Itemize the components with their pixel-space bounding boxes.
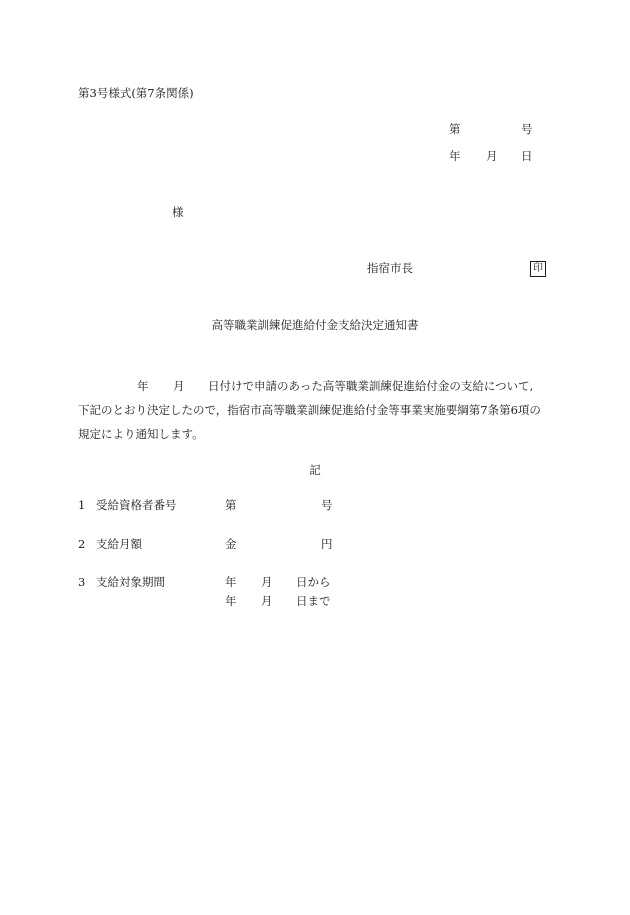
- issue-date-day: 日: [521, 149, 533, 163]
- period-to-month: 月: [261, 594, 273, 608]
- ki-heading: 記: [309, 463, 321, 477]
- seal-mark: 印: [530, 261, 546, 277]
- item-number: 2: [78, 537, 86, 551]
- body-line-1: [0, 381, 630, 395]
- monthly-amount-suffix: 円: [321, 537, 333, 551]
- period-from-month: 月: [261, 575, 273, 589]
- period-from-day: 日から: [296, 575, 331, 589]
- period-from-year: 年: [225, 575, 237, 589]
- body-line-1-text: 日付けで申請のあった高等職業訓練促進給付金の支給について,: [208, 379, 534, 393]
- item-number: 1: [78, 498, 86, 512]
- period-to-day: 日まで: [296, 594, 331, 608]
- recipient-number-prefix: 第: [225, 498, 237, 512]
- item-label-recipient-number: 受給資格者番号: [96, 498, 177, 512]
- reference-number-suffix: 号: [521, 122, 533, 136]
- body-line-3: 規定により通知します。: [78, 427, 204, 441]
- body-line-2: 下記のとおり決定したので，指宿市高等職業訓練促進給付金等事業実施要綱第7条第6項の: [78, 403, 541, 417]
- recipient-number-suffix: 号: [321, 498, 333, 512]
- item-label-monthly-amount: 支給月額: [96, 537, 142, 551]
- reference-number-prefix: 第: [449, 122, 461, 136]
- item-number: 3: [78, 575, 86, 589]
- issuer-title: 指宿市長: [367, 261, 413, 275]
- document-title: 高等職業訓練促進給付金支給決定通知書: [211, 318, 419, 332]
- application-date-year: 年: [137, 379, 149, 393]
- form-number: 第3号様式(第7条関係): [78, 86, 194, 100]
- item-label-payment-period: 支給対象期間: [96, 575, 165, 589]
- application-date-month: 月: [173, 379, 185, 393]
- monthly-amount-prefix: 金: [225, 537, 237, 551]
- addressee-honorific: 様: [172, 205, 184, 219]
- issue-date-month: 月: [486, 149, 498, 163]
- issue-date-year: 年: [449, 149, 461, 163]
- period-to-year: 年: [225, 594, 237, 608]
